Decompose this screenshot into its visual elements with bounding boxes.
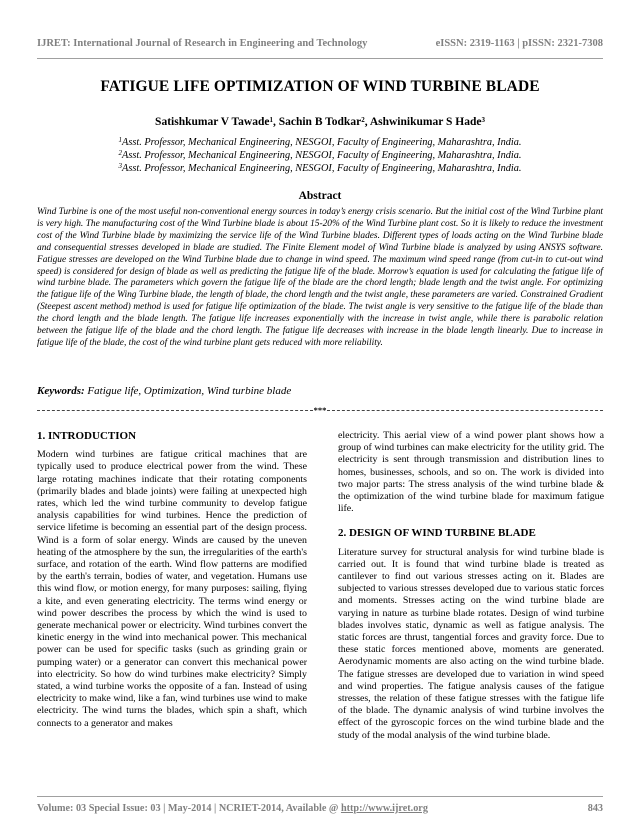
author-sup: 2 (361, 116, 365, 124)
running-footer (37, 803, 603, 814)
paper-title: FATIGUE LIFE OPTIMIZATION OF WIND TURBINE BLADE (100, 78, 540, 95)
author-name: Sachin B Todkar (278, 116, 362, 128)
author-name: Ashwinikumar S Hade (369, 116, 482, 128)
footer-citation-text: Volume: 03 Special Issue: 03 | May-2014 | NCRIET-2014, Available @ (37, 803, 341, 814)
affiliation-line (37, 149, 603, 162)
right-column (338, 430, 604, 742)
affiliation-text: Asst. Professor, Mechanical Engineering, NESGOI, Faculty of Engineering, Maharashtra, India. (122, 150, 522, 162)
header-rule (37, 58, 603, 59)
affiliation-text: Asst. Professor, Mechanical Engineering, NESGOI, Faculty of Engineering, Maharashtra, India. (122, 163, 522, 175)
design-paragraph: Literature survey for structural analysis for wind turbine blade is carried out. It is found that wind turbine blade is treated as cantilever to find out various stresses acting on it. Blades are subjected to various stresses developed due to various static forces and moments. Stresses acting on the wind turbine blade are varying in nature as turbine blade rotates. Design of wind turbine blades involves static, dynamic as well as fatigue analysis. The static forces are thrust, tangential forces and gravity force. Due to these static forces mentioned above, moments are generated. Aerodynamic moments are also acting on the wind turbine blade. The fatigue stresses are developed due to variation in wind speed and wind properties. The fatigue analysis causes of the fatigue stresses, the relation of these fatigue stresses with the fatigue life of the blade. The dynamic analysis of wind turbine involves the effect of the gyroscopic forces on the wind turbine blade and the study of the modal analysis of the wind turbine blade. (338, 546, 604, 741)
section-separator (37, 403, 603, 417)
abstract-heading: Abstract (298, 190, 342, 202)
intro-paragraph: Modern wind turbines are fatigue critical machines that are typically used to produce electrical power from the wind. These large rotating machines indicate that their rotating components (primarily blades and blade joints) were failing at unexpected high rates, which led the wind turbine community to develop fatigue analysis capabilities for wind turbines. Hence the prediction of service lifetime is becoming an essential part of the design process. Wind is a form of solar energy. Winds are caused by the uneven heating of the atmosphere by the sun, the irregularities of the earth's surface, and rotation of the earth. Wind flow patterns are modified by the earth's terrain, bodies of water, and vegetation. Humans use this wind flow, or motion energy, for many purposes: sailing, flying a kite, and even generating electricity. The terms wind energy or wind power describes the process by which the wind is used to generate mechanical power or electricity. Wind turbines convert the kinetic energy in the wind into mechanical power. This mechanical power can be used for specific tasks (such as grinding grain or pumping water) or a generator can convert this mechanical power into electricity. So how do wind turbines make electricity? Simply stated, a wind turbine works the opposite of a fan. Instead of using electricity to make wind, like a fan, wind turbines use wind to make electricity. The wind turns the blades, which spin a shaft, which connects to a generator and makes (37, 449, 307, 729)
footer-rule (37, 796, 603, 797)
affiliation-sup: 1 (118, 136, 123, 144)
separator-line-left (37, 410, 313, 411)
affiliation-sup: 2 (118, 149, 123, 158)
affiliation-line (37, 162, 603, 175)
affiliation-line (37, 136, 603, 149)
footer-citation (37, 803, 428, 814)
affiliation-text: Asst. Professor, Mechanical Engineering, NESGOI, Faculty of Engineering, Maharashtra, India. (122, 137, 522, 148)
intro-heading: 1. INTRODUCTION (37, 430, 137, 442)
intro-continued-paragraph: electricity. This aerial view of a wind power plant shows how a group of wind turbines can make electricity for the utility grid. The electricity is sent through transmission and distribution lines to homes, businesses, schools, and so on. The work is divided into two major parts: The stress analysis of the wind turbine blade & the optimization of the wind turbine blade for maximum fatigue life. (338, 430, 604, 515)
section-gap (338, 515, 604, 527)
affiliation-list (37, 136, 603, 176)
keywords-line (37, 385, 603, 397)
separator-line-right (327, 410, 603, 411)
affiliation-sup: 3 (118, 162, 123, 171)
keywords-label: Keywords: (37, 385, 85, 397)
author-list: Satishkumar V Tawade$^1$, Sachin B Todkar$^2$, Ashwinikumar S Hade$^3$ (155, 116, 485, 128)
design-heading: 2. DESIGN OF WIND TURBINE BLADE (338, 527, 536, 540)
keywords-text: Fatigue life, Optimization, Wind turbine blade (84, 385, 292, 397)
abstract-text: Wind Turbine is one of the most useful non-conventional energy sources in today’s energy crisis scenario. But the initial cost of the Wind Turbine plant is very high. The manufacturing cost of the Wind Turbine blade is about 15-20% of the Wind Turbine plant cost. So it is likely to reduce the investment cost of the Wind Turbine blade by maximizing the service life of the Wind Turbine blades. Different types of loads acting on the Wind Turbine blade and consequential stresses developed in blade are studied. The Finite Element model of Wind Turbine blade is analyzed by using ANSYS software. Fatigue stresses are developed on the Wind Turbine blade due to change in wind speed. The maximum wind speed range (from cut-in to cut-out wind speed) is considered for design of blade as well as predicting the fatigue life of the blade. Morrow’s equation is used for calculating the fatigue life of wind turbine blade. The parameters which govern the fatigue life of the blade are the chord length; blade length and the twist angle. For optimizing the fatigue life of the Wing Turbine blade, the length of blade, the chord length and the twist angle, these parameters are varied. Constrained Gradient (Steepest ascent method) method is used for fatigue life optimization of the blade. The twist angle is very sensitive to the fatigue life of the blade than the chord length and the blade length. The fatigue life increases exponentially with the increase in twist angle, while there is parabolic relation between the fatigue life of the blade and the chord length. The fatigue life decreases with increase in the blade length linearly. Due to increase in fatigue life of the blade, the cost of the wind turbine plant gets reduced with more reliability. (37, 207, 603, 348)
author-sup: 1 (269, 116, 273, 124)
left-column (37, 430, 307, 730)
page-number: 843 (587, 803, 603, 814)
issn-text: eISSN: 2319-1163 | pISSN: 2321-7308 (435, 38, 603, 49)
author-name: Satishkumar V Tawade (155, 116, 270, 128)
journal-name: IJRET: International Journal of Research in Engineering and Technology (37, 38, 368, 49)
running-header (37, 38, 603, 56)
journal-link[interactable]: http://www.ijret.org (340, 803, 428, 814)
author-sup: 3 (481, 116, 485, 124)
separator-mark: *** (313, 405, 327, 415)
